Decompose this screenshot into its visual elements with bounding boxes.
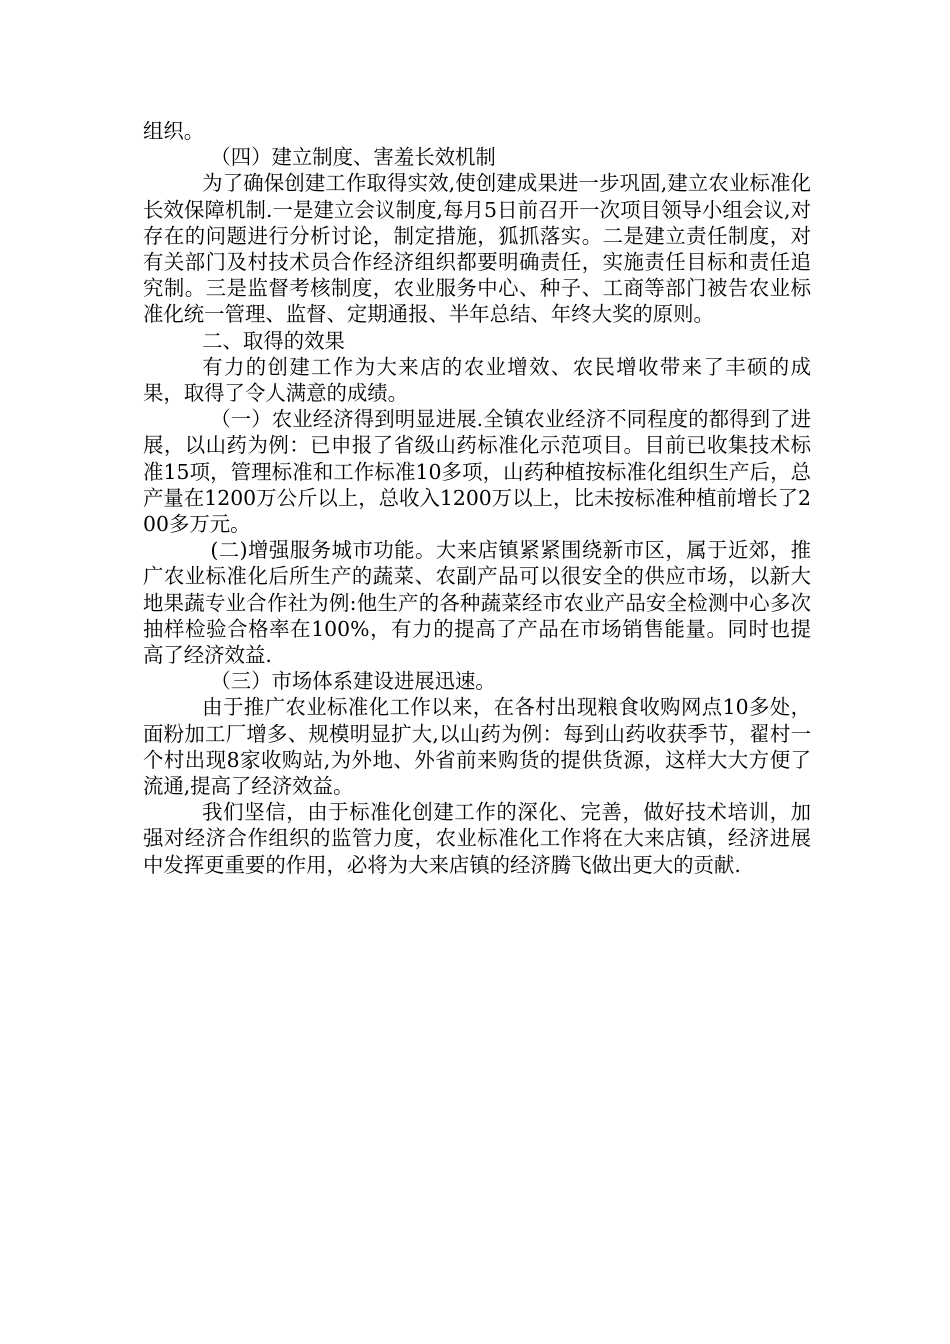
paragraph-result-one: （一）农业经济得到明显进展.全镇农业经济不同程度的都得到了进展，以山药为例：已申报了省级山药标准化示范项目。目前已收集技术标准15项，管理标准和工作标准10多项，山药种植按标准化组织生产后，总产量在1200万公斤以上，总收入1200万以上，比未按标准种植前增长了200多万元。 [143, 407, 811, 537]
paragraph-result-three: 由于推广农业标准化工作以来，在各村出现粮食收购网点10多处，面粉加工厂增多、规模明显扩大,以山药为例：每到山药收获季节，翟村一个村出现8家收购站,为外地、外省前来购货的提供货源，这样大大方便了流通,提高了经济效益。 [143, 695, 811, 799]
paragraph-results-intro: 有力的创建工作为大来店的农业增效、农民增收带来了丰硕的成果，取得了令人满意的成绩。 [143, 354, 811, 406]
document-page [143, 118, 811, 878]
paragraph-mechanism: 为了确保创建工作取得实效,使创建成果进一步巩固,建立农业标准化长效保障机制.一是建立会议制度,每月5日前召开一次项目领导小组会议,对存在的问题进行分析讨论，制定措施，狐抓落实。二是建立责任制度，对有关部门及村技术员合作经济组织都要明确责任，实施责任目标和责任追究制。三是监督考核制度，农业服务中心、种子、工商等部门被告农业标准化统一管理、监督、定期通报、半年总结、年终大奖的原则。 [143, 171, 811, 327]
paragraph-continued: 组织。 [143, 119, 205, 143]
section-heading-result-three: （三）市场体系建设进展迅速。 [210, 669, 496, 694]
paragraph-result-two: (二)增强服务城市功能。大来店镇紧紧围绕新市区，属于近郊，推广农业标准化后所生产的蔬菜、农副产品可以很安全的供应市场，以新大地果蔬专业合作社为例:他生产的各种蔬菜经市农业产品安全检测中心多次抽样检验合格率在100%，有力的提高了产品在市场销售能量。同时也提高了经济效益. [143, 538, 811, 668]
section-heading-four: （四）建立制度、害羞长效机制 [210, 145, 496, 170]
paragraph-conclusion: 我们坚信，由于标准化创建工作的深化、完善，做好技术培训，加强对经济合作组织的监管力度，农业标准化工作将在大来店镇，经济进展中发挥更重要的作用，必将为大来店镇的经济腾飞做出更大的贡献. [143, 800, 811, 877]
section-heading-results: 二、取得的效果 [202, 328, 345, 353]
